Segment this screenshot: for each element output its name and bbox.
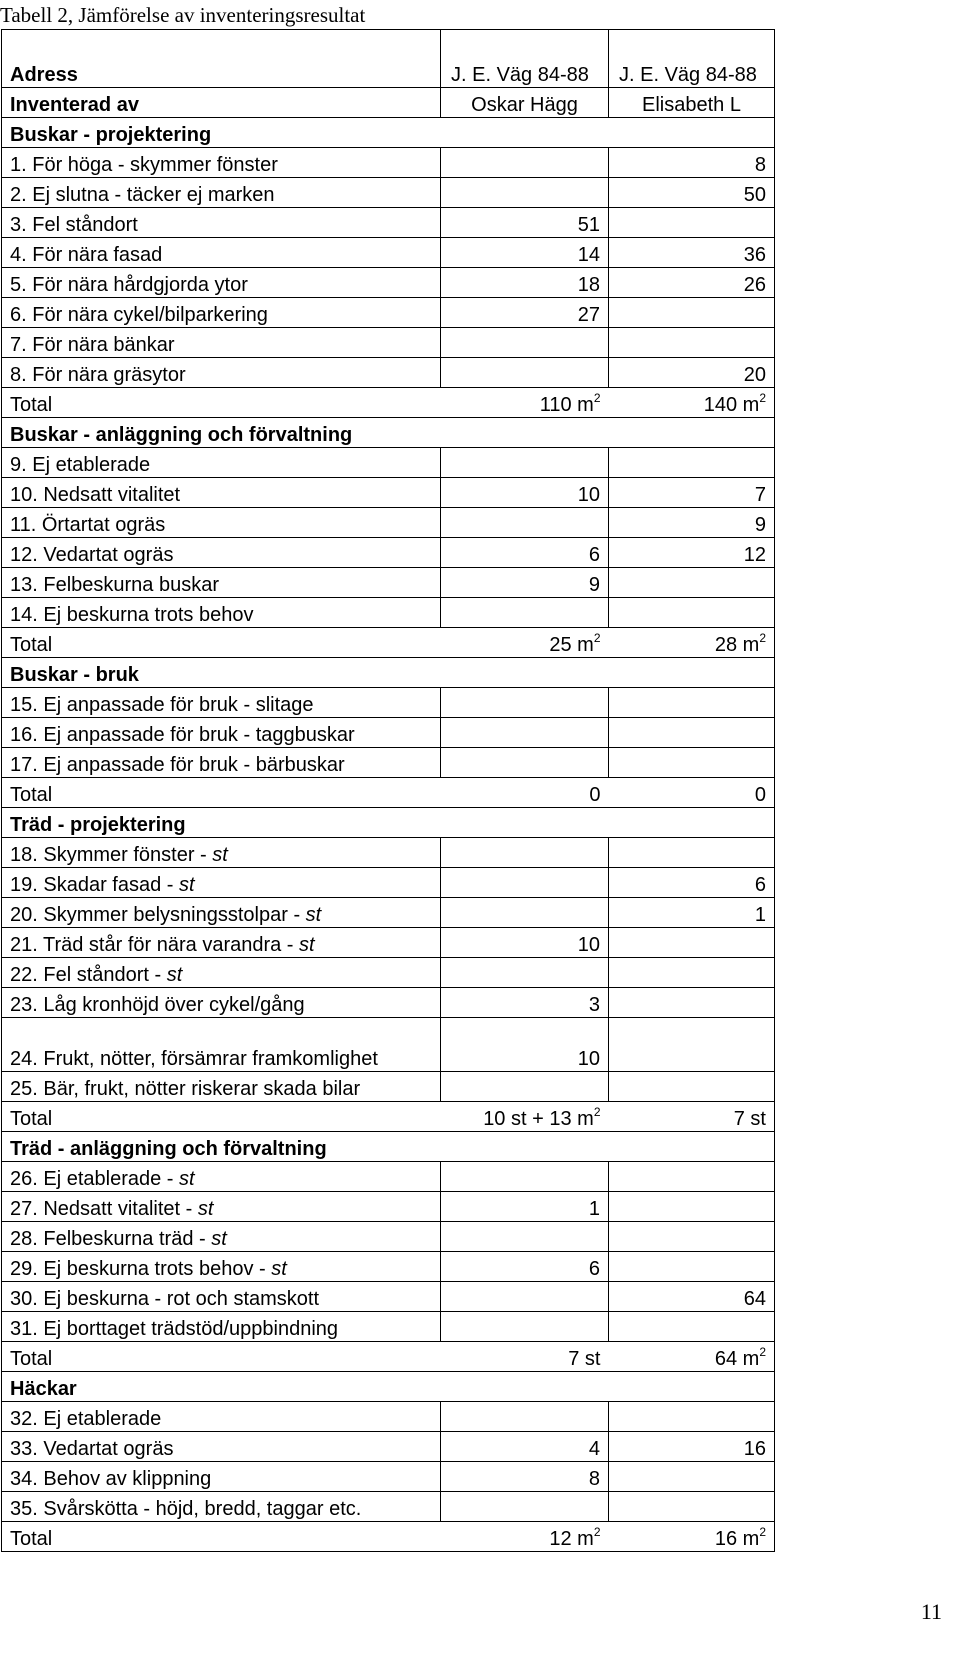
value-col2: 25 $m^2$ bbox=[441, 628, 609, 658]
item-label: 33. Vedartat ogräs bbox=[2, 1432, 441, 1462]
item-label: 31. Ej borttaget trädstöd/uppbindning bbox=[2, 1312, 441, 1342]
section-heading: Buskar - anläggning och förvaltning bbox=[2, 418, 441, 448]
item-label: 6. För nära cykel/bilparkering bbox=[2, 298, 441, 328]
col2-inventor: Oskar Hägg bbox=[441, 88, 609, 118]
value-col2: 9 bbox=[441, 568, 609, 598]
empty-cell bbox=[441, 418, 609, 448]
value-col3: 140 $m^2$ bbox=[609, 388, 775, 418]
value-col3 bbox=[609, 928, 775, 958]
table-row bbox=[2, 148, 775, 178]
table-caption: Tabell 2, Jämförelse av inventeringsresultat bbox=[0, 3, 366, 27]
total-row bbox=[2, 628, 775, 658]
item-label: 28. Felbeskurna träd - st bbox=[2, 1222, 441, 1252]
item-label: 17. Ej anpassade för bruk - bärbuskar bbox=[2, 748, 441, 778]
item-label: 24. Frukt, nötter, försämrar framkomlighet bbox=[2, 1018, 441, 1072]
value-col2 bbox=[441, 958, 609, 988]
table-row bbox=[2, 1162, 775, 1192]
value-col2 bbox=[441, 1222, 609, 1252]
total-label: Total bbox=[2, 1522, 441, 1552]
value-col2 bbox=[441, 1282, 609, 1312]
item-label: 30. Ej beskurna - rot och stamskott bbox=[2, 1282, 441, 1312]
table-row bbox=[2, 958, 775, 988]
table-row bbox=[2, 988, 775, 1018]
value-col2 bbox=[441, 148, 609, 178]
table-row bbox=[2, 478, 775, 508]
value-col3 bbox=[609, 328, 775, 358]
value-col2 bbox=[441, 1072, 609, 1102]
item-label: 12. Vedartat ogräs bbox=[2, 538, 441, 568]
total-row bbox=[2, 1102, 775, 1132]
total-row bbox=[2, 778, 775, 808]
value-col2: 1 bbox=[441, 1192, 609, 1222]
value-col3 bbox=[609, 1462, 775, 1492]
value-col3: 50 bbox=[609, 178, 775, 208]
value-col2 bbox=[441, 1162, 609, 1192]
value-col3 bbox=[609, 568, 775, 598]
value-col3 bbox=[609, 718, 775, 748]
value-col2: 10 bbox=[441, 928, 609, 958]
item-label: 8. För nära gräsytor bbox=[2, 358, 441, 388]
section-heading: Häckar bbox=[2, 1372, 441, 1402]
value-col3: 28 $m^2$ bbox=[609, 628, 775, 658]
value-col2 bbox=[441, 718, 609, 748]
unit-italic: st bbox=[212, 844, 228, 866]
value-col3: 8 bbox=[609, 148, 775, 178]
total-row bbox=[2, 388, 775, 418]
table-row bbox=[2, 358, 775, 388]
empty-cell bbox=[609, 118, 775, 148]
value-col2: 51 bbox=[441, 208, 609, 238]
value-col2 bbox=[441, 328, 609, 358]
value-col3 bbox=[609, 1252, 775, 1282]
item-label: 4. För nära fasad bbox=[2, 238, 441, 268]
item-label: 32. Ej etablerade bbox=[2, 1402, 441, 1432]
item-label: 7. För nära bänkar bbox=[2, 328, 441, 358]
superscript-exponent: 2 bbox=[593, 391, 601, 405]
table-row bbox=[2, 1282, 775, 1312]
empty-cell bbox=[609, 1132, 775, 1162]
unit-italic: st bbox=[299, 934, 315, 956]
superscript-exponent: 2 bbox=[759, 391, 766, 405]
item-label: 1. För höga - skymmer fönster bbox=[2, 148, 441, 178]
value-col3: 9 bbox=[609, 508, 775, 538]
item-label: 29. Ej beskurna trots behov - st bbox=[2, 1252, 441, 1282]
table-row bbox=[2, 898, 775, 928]
item-label: 14. Ej beskurna trots behov bbox=[2, 598, 441, 628]
item-label: 5. För nära hårdgjorda ytor bbox=[2, 268, 441, 298]
table-row bbox=[2, 298, 775, 328]
item-label: 10. Nedsatt vitalitet bbox=[2, 478, 441, 508]
total-label: Total bbox=[2, 1102, 441, 1132]
table-row bbox=[2, 178, 775, 208]
empty-cell bbox=[609, 658, 775, 688]
value-col2: 14 bbox=[441, 238, 609, 268]
value-col3 bbox=[609, 1492, 775, 1522]
total-label: Total bbox=[2, 1342, 441, 1372]
empty-cell bbox=[441, 808, 609, 838]
value-col2: 8 bbox=[441, 1462, 609, 1492]
value-col2: 7 st bbox=[441, 1342, 609, 1372]
section-heading: Buskar - projektering bbox=[2, 118, 441, 148]
col3-inventor: Elisabeth L bbox=[609, 88, 775, 118]
section-row bbox=[2, 658, 775, 688]
section-row bbox=[2, 1372, 775, 1402]
value-col3 bbox=[609, 1192, 775, 1222]
value-col3: 7 bbox=[609, 478, 775, 508]
unit-italic: st bbox=[211, 1228, 227, 1250]
value-col2: 0 bbox=[441, 778, 609, 808]
value-col2: 3 bbox=[441, 988, 609, 1018]
item-label: 35. Svårskötta - höjd, bredd, taggar etc. bbox=[2, 1492, 441, 1522]
empty-cell bbox=[441, 118, 609, 148]
table-row bbox=[2, 838, 775, 868]
table-row bbox=[2, 868, 775, 898]
superscript-exponent: 2 bbox=[593, 631, 601, 645]
item-label: 13. Felbeskurna buskar bbox=[2, 568, 441, 598]
superscript-exponent: 2 bbox=[593, 1525, 601, 1539]
table-row bbox=[2, 1312, 775, 1342]
table-row bbox=[2, 538, 775, 568]
table-row bbox=[2, 448, 775, 478]
value-col3: 7 st bbox=[609, 1102, 775, 1132]
value-col3 bbox=[609, 958, 775, 988]
section-row bbox=[2, 118, 775, 148]
superscript-exponent: 2 bbox=[759, 631, 766, 645]
value-col2: 27 bbox=[441, 298, 609, 328]
section-row bbox=[2, 808, 775, 838]
value-col3 bbox=[609, 838, 775, 868]
value-col3 bbox=[609, 208, 775, 238]
value-col2 bbox=[441, 748, 609, 778]
total-label: Total bbox=[2, 388, 441, 418]
value-col3 bbox=[609, 1402, 775, 1432]
table-row bbox=[2, 598, 775, 628]
section-row bbox=[2, 1132, 775, 1162]
value-col3: 36 bbox=[609, 238, 775, 268]
table-row bbox=[2, 1192, 775, 1222]
value-col3: 20 bbox=[609, 358, 775, 388]
adress-label: Adress bbox=[2, 30, 441, 88]
superscript-exponent: 2 bbox=[759, 1525, 766, 1539]
item-label: 3. Fel ståndort bbox=[2, 208, 441, 238]
item-label: 9. Ej etablerade bbox=[2, 448, 441, 478]
value-col2: 10 bbox=[441, 478, 609, 508]
item-label: 19. Skadar fasad - st bbox=[2, 868, 441, 898]
section-row bbox=[2, 418, 775, 448]
superscript-exponent: 2 bbox=[759, 1345, 766, 1359]
table-row bbox=[2, 508, 775, 538]
value-col3: 1 bbox=[609, 898, 775, 928]
col3-address: J. E. Väg 84-88 bbox=[609, 30, 775, 88]
empty-cell bbox=[609, 418, 775, 448]
item-label: 23. Låg kronhöjd över cykel/gång bbox=[2, 988, 441, 1018]
total-label: Total bbox=[2, 778, 441, 808]
value-col2: 12 $m^2$ bbox=[441, 1522, 609, 1552]
item-label: 16. Ej anpassade för bruk - taggbuskar bbox=[2, 718, 441, 748]
value-col2: 4 bbox=[441, 1432, 609, 1462]
table-row bbox=[2, 328, 775, 358]
total-row bbox=[2, 1522, 775, 1552]
unit-italic: st bbox=[305, 904, 322, 926]
unit-italic: st bbox=[166, 964, 183, 986]
total-label: Total bbox=[2, 628, 441, 658]
item-label: 34. Behov av klippning bbox=[2, 1462, 441, 1492]
unit-italic: st bbox=[179, 1168, 195, 1190]
value-col2 bbox=[441, 358, 609, 388]
value-col2: 10 bbox=[441, 1018, 609, 1072]
value-col2: 10 st + 13 $m^2$ bbox=[441, 1102, 609, 1132]
unit-italic: st bbox=[178, 874, 195, 896]
table-row bbox=[2, 1492, 775, 1522]
page-number: 11 bbox=[920, 1599, 942, 1624]
value-col2: 18 bbox=[441, 268, 609, 298]
item-label: 22. Fel ståndort - st bbox=[2, 958, 441, 988]
empty-cell bbox=[441, 1132, 609, 1162]
value-col2 bbox=[441, 1492, 609, 1522]
value-col3: 12 bbox=[609, 538, 775, 568]
table-row bbox=[2, 928, 775, 958]
table-row bbox=[2, 1432, 775, 1462]
value-col3 bbox=[609, 748, 775, 778]
header-row-inventor bbox=[2, 88, 775, 118]
value-col3 bbox=[609, 1222, 775, 1252]
item-label: 25. Bär, frukt, nötter riskerar skada bilar bbox=[2, 1072, 441, 1102]
section-heading: Träd - projektering bbox=[2, 808, 441, 838]
item-label: 15. Ej anpassade för bruk - slitage bbox=[2, 688, 441, 718]
table-row bbox=[2, 568, 775, 598]
item-label: 2. Ej slutna - täcker ej marken bbox=[2, 178, 441, 208]
value-col3: 64 $m^2$ bbox=[609, 1342, 775, 1372]
table-row bbox=[2, 1402, 775, 1432]
value-col3: 16 $m^2$ bbox=[609, 1522, 775, 1552]
value-col3 bbox=[609, 1072, 775, 1102]
empty-cell bbox=[609, 808, 775, 838]
empty-cell bbox=[441, 1372, 609, 1402]
table-row bbox=[2, 238, 775, 268]
value-col2 bbox=[441, 898, 609, 928]
value-col3 bbox=[609, 688, 775, 718]
table-row bbox=[2, 688, 775, 718]
inventory-comparison-table bbox=[1, 29, 775, 1552]
inventerad-label: Inventerad av bbox=[2, 88, 441, 118]
value-col3 bbox=[609, 988, 775, 1018]
table-row bbox=[2, 1072, 775, 1102]
item-label: 21. Träd står för nära varandra - st bbox=[2, 928, 441, 958]
value-col2 bbox=[441, 508, 609, 538]
table-row bbox=[2, 268, 775, 298]
superscript-exponent: 2 bbox=[593, 1105, 601, 1119]
section-heading: Träd - anläggning och förvaltning bbox=[2, 1132, 441, 1162]
value-col3 bbox=[609, 298, 775, 328]
value-col3: 6 bbox=[609, 868, 775, 898]
table-row bbox=[2, 1462, 775, 1492]
table-row bbox=[2, 718, 775, 748]
header-row-address bbox=[2, 30, 775, 88]
value-col2 bbox=[441, 838, 609, 868]
value-col3 bbox=[609, 1312, 775, 1342]
item-label: 20. Skymmer belysningsstolpar - st bbox=[2, 898, 441, 928]
value-col2 bbox=[441, 1312, 609, 1342]
table-row bbox=[2, 1222, 775, 1252]
value-col2 bbox=[441, 688, 609, 718]
table-row bbox=[2, 1018, 775, 1072]
value-col3: 16 bbox=[609, 1432, 775, 1462]
item-label: 27. Nedsatt vitalitet - st bbox=[2, 1192, 441, 1222]
total-row bbox=[2, 1342, 775, 1372]
value-col3: 26 bbox=[609, 268, 775, 298]
value-col2 bbox=[441, 178, 609, 208]
unit-italic: st bbox=[197, 1198, 214, 1220]
table-row bbox=[2, 1252, 775, 1282]
value-col2: 6 bbox=[441, 538, 609, 568]
unit-italic: st bbox=[271, 1258, 287, 1280]
item-label: 18. Skymmer fönster - st bbox=[2, 838, 441, 868]
section-heading: Buskar - bruk bbox=[2, 658, 441, 688]
item-label: 26. Ej etablerade - st bbox=[2, 1162, 441, 1192]
empty-cell bbox=[609, 1372, 775, 1402]
col2-address: J. E. Väg 84-88 bbox=[441, 30, 609, 88]
value-col3 bbox=[609, 1018, 775, 1072]
value-col2: 6 bbox=[441, 1252, 609, 1282]
value-col3 bbox=[609, 1162, 775, 1192]
table-row bbox=[2, 748, 775, 778]
empty-cell bbox=[441, 658, 609, 688]
value-col2 bbox=[441, 868, 609, 898]
value-col3: 0 bbox=[609, 778, 775, 808]
value-col2 bbox=[441, 598, 609, 628]
value-col2 bbox=[441, 448, 609, 478]
value-col3 bbox=[609, 448, 775, 478]
value-col2: 110 $m^2$ bbox=[441, 388, 609, 418]
value-col2 bbox=[441, 1402, 609, 1432]
item-label: 11. Örtartat ogräs bbox=[2, 508, 441, 538]
table-row bbox=[2, 208, 775, 238]
value-col3: 64 bbox=[609, 1282, 775, 1312]
value-col3 bbox=[609, 598, 775, 628]
